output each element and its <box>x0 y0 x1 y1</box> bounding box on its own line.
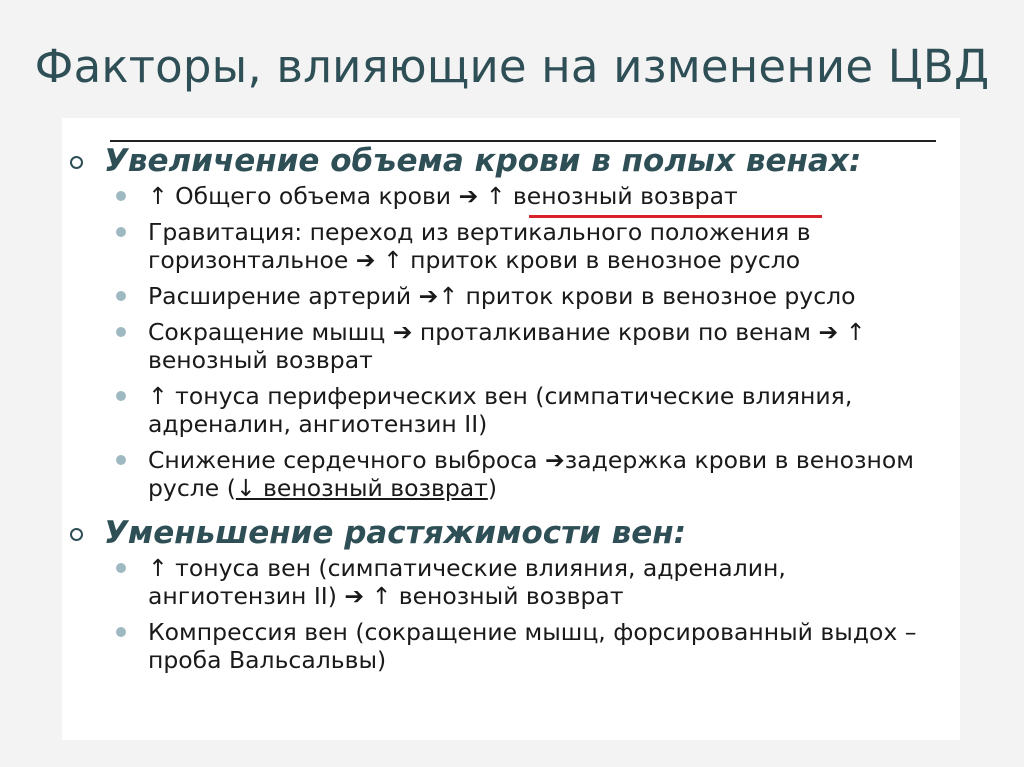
right-arrow-icon: ➔ <box>818 318 839 346</box>
top-divider <box>110 140 936 142</box>
item-text: ↑ приток крови в венозное русло <box>375 246 801 274</box>
item-text: ↑ венозный возврат <box>478 182 738 210</box>
dot-bullet-icon <box>116 327 126 337</box>
item-text: ↑ венозный возврат <box>364 582 624 610</box>
item-text: задержка крови в венозном русле ( <box>148 446 914 502</box>
list-item <box>64 554 948 610</box>
dot-bullet-icon <box>116 191 126 201</box>
section-heading-text: Увеличение объема крови в полых венах: <box>104 143 862 179</box>
right-arrow-icon: ➔ <box>344 582 365 610</box>
item-text: ↑ венозный возврат <box>148 318 866 374</box>
list-item <box>64 618 948 674</box>
dot-bullet-icon <box>116 227 126 237</box>
hollow-circle-bullet-icon <box>70 528 83 541</box>
underlined-text: ↓ венозный возврат <box>235 474 488 502</box>
right-arrow-icon: ➔ <box>418 282 439 310</box>
dot-bullet-icon <box>116 455 126 465</box>
item-text: Гравитация: переход из вертикального положения в горизонтальное <box>148 218 811 274</box>
list-item <box>64 318 948 374</box>
item-text: ↑ приток крови в венозное русло <box>438 282 856 310</box>
right-arrow-icon: ➔ <box>545 446 565 474</box>
item-text: ↑ тонуса периферических вен (симпатические влияния, адреналин, ангиотензин II) <box>148 382 853 438</box>
item-text: Сокращение мышц <box>148 318 393 346</box>
bullet-list <box>64 554 964 674</box>
section-heading <box>64 144 964 178</box>
section-vein-compliance <box>64 516 964 674</box>
list-item <box>64 446 948 502</box>
dot-bullet-icon <box>116 391 126 401</box>
list-item <box>64 382 948 438</box>
section-heading <box>64 516 964 550</box>
list-item <box>64 282 948 310</box>
item-text: ↑ Общего объема крови <box>148 182 459 210</box>
item-text: Снижение сердечного выброса <box>148 446 546 474</box>
list-item <box>64 182 948 210</box>
slide-title: Факторы, влияющие на изменение ЦВД <box>34 40 990 93</box>
item-text: проталкивание крови по венам <box>412 318 819 346</box>
item-text: Компрессия вен (сокращение мышц, форсированный выдох – проба Вальсальвы) <box>148 618 917 674</box>
dot-bullet-icon <box>116 627 126 637</box>
right-arrow-icon: ➔ <box>392 318 413 346</box>
dot-bullet-icon <box>116 563 126 573</box>
bullet-list <box>64 182 964 502</box>
item-text: ↑ тонуса вен (симпатические влияния, адреналин, ангиотензин II) <box>148 554 786 610</box>
section-blood-volume <box>64 144 964 502</box>
item-text: Расширение артерий <box>148 282 419 310</box>
slide-content <box>64 144 964 682</box>
list-item <box>64 218 948 274</box>
item-text: ) <box>487 474 497 502</box>
right-arrow-icon: ➔ <box>458 182 479 210</box>
right-arrow-icon: ➔ <box>355 246 376 274</box>
dot-bullet-icon <box>116 291 126 301</box>
hollow-circle-bullet-icon <box>70 156 83 169</box>
section-heading-text: Уменьшение растяжимости вен: <box>104 515 687 551</box>
